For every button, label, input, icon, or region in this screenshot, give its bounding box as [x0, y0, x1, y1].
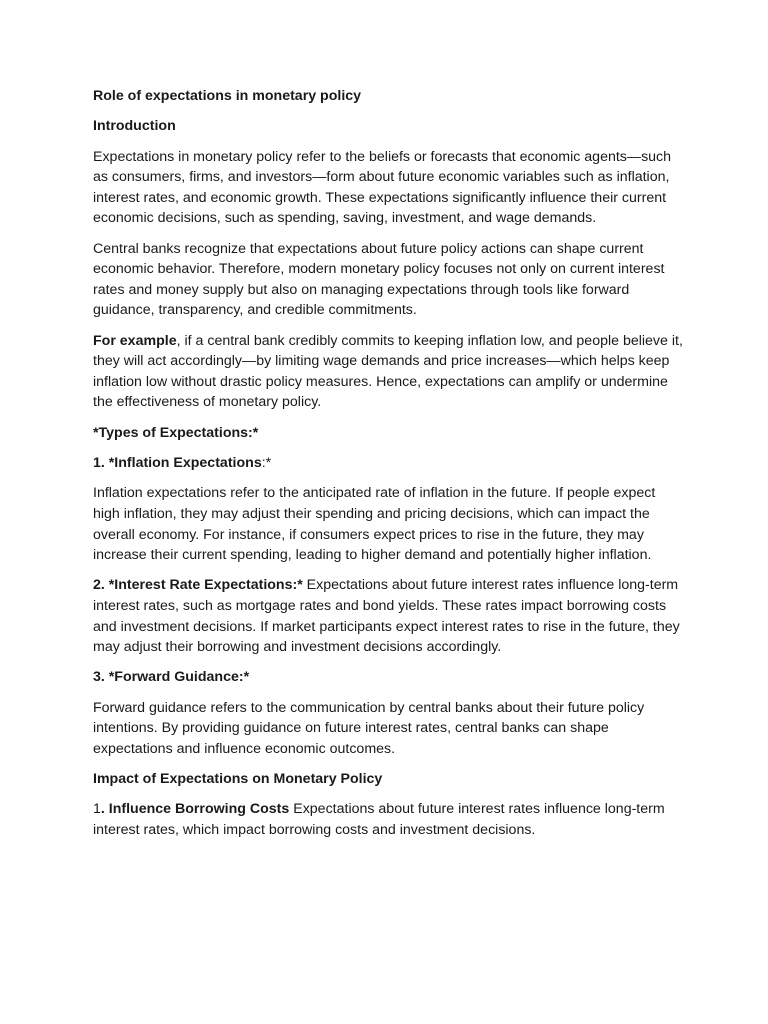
- type1-heading: [93, 453, 683, 474]
- document-title: Role of expectations in monetary policy: [93, 88, 362, 104]
- document-page: [93, 86, 683, 850]
- type2-text: Expectations about future interest rates influence long-term interest rates, such as mortgage rates and bond yields. These rates impact borrowing costs and investment decisions. If market participants expect interest rates to rise in the future, they may adjust their borrowing and investment decisions accordingly.: [93, 577, 680, 656]
- example-lead: For example: [93, 332, 177, 349]
- impact1-paragraph: [93, 799, 683, 840]
- intro-paragraph-2: Central banks recognize that expectations about future policy actions can shape current economic behavior. Therefore, modern monetary policy focuses not only on current interest rates and money supply but also on managing expectations through tools like forward guidance, transparency, and credible commitments.: [93, 240, 665, 319]
- intro-paragraph-1: Expectations in monetary policy refer to the beliefs or forecasts that economic agents—such as consumers, firms, and investors—form about future economic variables such as inflation, interest rates, and economic growth. These expectations significantly influence their current economic decisions, such as spending, saving, investment, and wage demands.: [93, 148, 672, 227]
- type1-heading-rest: :*: [261, 455, 272, 472]
- example-paragraph: [93, 331, 683, 413]
- type1-paragraph: Inflation expectations refer to the anticipated rate of inflation in the future. If people expect high inflation, they may adjust their spending and pricing decisions, which can impact the overall economy. For instance, if consumers expect prices to rise in the future, they may increase their current spending, leading to higher demand and potentially higher inflation.: [93, 485, 656, 564]
- impact1-text: Expectations about future interest rates influence long-term interest rates, which impact borrowing costs and investment decisions.: [93, 801, 665, 839]
- impact1-heading: . Influence Borrowing Costs: [100, 801, 290, 818]
- type2-heading: 2. *Interest Rate Expectations:*: [93, 577, 303, 594]
- impact1-number: 1: [93, 801, 101, 818]
- type3-heading: 3. *Forward Guidance:*: [93, 669, 250, 686]
- example-text: , if a central bank credibly commits to keeping inflation low, and people believe it, they will act accordingly—by limiting wage demands and price increases—which helps keep inflation low without drastic policy measures. Hence, expectations can amplify or undermine the effectiveness of monetary policy.: [93, 332, 683, 411]
- type3-paragraph: Forward guidance refers to the communication by central banks about their future policy intentions. By providing guidance on future interest rates, central banks can shape expectations and influence economic outcomes.: [93, 699, 645, 757]
- introduction-heading: Introduction: [93, 118, 176, 135]
- type2-paragraph: [93, 575, 683, 657]
- impact-heading: Impact of Expectations on Monetary Policy: [93, 771, 383, 788]
- types-heading: *Types of Expectations:*: [93, 424, 259, 441]
- type1-heading-bold: 1. *Inflation Expectations: [93, 455, 262, 472]
